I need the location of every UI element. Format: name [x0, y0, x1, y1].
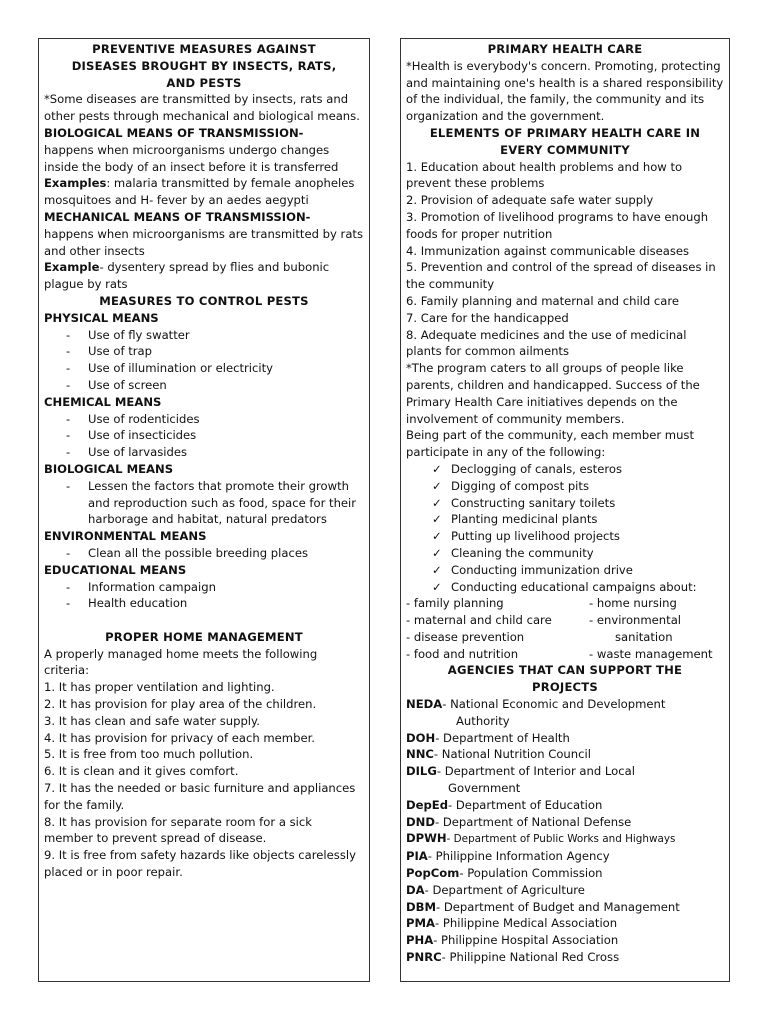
list-item: - Health education: [44, 595, 364, 612]
agency-item: [406, 696, 724, 713]
list-item: 2. Provision of adequate safe water supply: [406, 193, 654, 208]
campaign-row: [406, 612, 724, 629]
campaign-item: - waste management: [589, 646, 713, 661]
agency-abbr: DILG: [406, 764, 437, 779]
agency-abbr: DBM: [406, 899, 436, 914]
agency-name: - Philippine Hospital Association: [433, 933, 619, 948]
check-item: ✓ Putting up livelihood projects: [406, 528, 724, 545]
list-item: 4. It has provision for privacy of each member.: [44, 730, 315, 745]
agency-name: - Department of Education: [448, 797, 603, 812]
right-column: [400, 38, 730, 982]
campaign-item: - home nursing: [589, 596, 677, 611]
bio-example-text: : malaria transmitted by female anopheles mosquitoes and H- fever by an aedes aegypti: [44, 176, 355, 208]
agency-item: [406, 915, 724, 932]
mech-heading: MECHANICAL MEANS OF TRANSMISSION-: [44, 209, 311, 224]
list-item: 8. Adequate medicines and the use of medicinal plants for common ailments: [406, 327, 687, 359]
campaign-item: - disease prevention: [406, 629, 525, 644]
list-item: - Use of larvasides: [44, 444, 364, 461]
agency-abbr: NEDA: [406, 697, 443, 712]
environmental-heading: ENVIRONMENTAL MEANS: [44, 529, 207, 544]
elements-heading-1: ELEMENTS OF PRIMARY HEALTH CARE IN: [429, 125, 701, 140]
campaign-item: - environmental: [589, 613, 682, 628]
agency-item: [406, 848, 724, 865]
agency-item: [406, 899, 724, 916]
mech-text: happens when microorganisms are transmitted by rats and other insects: [44, 226, 364, 258]
agencies-heading-1: AGENCIES THAT CAN SUPPORT THE: [447, 663, 683, 678]
left-column: [38, 38, 370, 982]
agency-name: - National Nutrition Council: [433, 747, 591, 762]
agency-name: - Department of Budget and Management: [436, 899, 680, 914]
agency-name: - Department of National Defense: [434, 814, 632, 829]
bio-example: [44, 175, 364, 209]
agency-item: [406, 932, 724, 949]
agency-name: - Department of Health: [435, 730, 570, 745]
educational-heading: EDUCATIONAL MEANS: [44, 562, 187, 577]
list-item: - Lessen the factors that promote their growth and reproduction such as food, space for their harborage and habitat, natural predators: [44, 478, 364, 528]
check-item: ✓ Digging of compost pits: [406, 478, 724, 495]
agency-name: - Philippine National Red Cross: [441, 950, 620, 965]
list-item: 7. It has the needed or basic furniture and appliances for the family.: [44, 781, 356, 812]
agency-name: - National Economic and Development: [442, 697, 666, 712]
agency-abbr: PHA: [406, 933, 434, 948]
agency-abbr: DA: [406, 882, 425, 897]
list-item: 2. It has provision for play area of the children.: [44, 697, 317, 712]
campaign-item: - maternal and child care: [406, 613, 552, 628]
mech-example-text: - dysentery spread by flies and bubonic plague by rats: [44, 260, 330, 292]
agency-abbr: PMA: [406, 916, 436, 931]
agency-item: [406, 882, 724, 899]
list-item: 9. It is free from safety hazards like objects carelessly placed or in poor repair.: [44, 848, 356, 880]
agency-item: [406, 730, 724, 747]
program-text: *The program caters to all groups of people like parents, children and handicapped. Success of the Primary Health Care initiatives depends on the involvement of community members.: [406, 361, 700, 426]
campaign-item: sanitation: [615, 629, 673, 644]
agency-item: [406, 865, 724, 882]
chemical-heading: CHEMICAL MEANS: [44, 394, 162, 409]
agency-item: [406, 797, 724, 814]
agency-abbr: NNC: [406, 747, 434, 762]
list-item: 7. Care for the handicapped: [406, 310, 569, 325]
agency-name: - Philippine Information Agency: [427, 849, 610, 864]
agency-name: - Department of Agriculture: [424, 882, 585, 897]
list-item: - Use of rodenticides: [44, 411, 364, 428]
list-item: 3. Promotion of livelihood programs to have enough foods for proper nutrition: [406, 209, 709, 241]
agency-abbr: PIA: [406, 849, 428, 864]
list-item: - Use of fly swatter: [44, 327, 364, 344]
check-item: ✓ Constructing sanitary toilets: [406, 495, 724, 512]
list-item: 8. It has provision for separate room for a sick member to prevent spread of disease.: [44, 814, 312, 846]
list-item: - Use of trap: [44, 343, 364, 360]
agency-name: - Population Commission: [459, 866, 603, 881]
agency-item: [406, 814, 724, 831]
title-line-2: DISEASES BROUGHT BY INSECTS, RATS,: [71, 58, 337, 73]
list-item: 4. Immunization against communicable diseases: [406, 243, 690, 258]
check-item: ✓ Cleaning the community: [406, 545, 724, 562]
agency-abbr: DND: [406, 814, 435, 829]
phc-title: PRIMARY HEALTH CARE: [487, 42, 643, 56]
list-item: 5. It is free from too much pollution.: [44, 747, 254, 762]
list-item: 1. Education about health problems and how to prevent these problems: [406, 159, 683, 191]
campaign-row: [406, 595, 724, 612]
agency-name: - Department of Public Works and Highways: [446, 833, 676, 846]
list-item: 1. It has proper ventilation and lighting.: [44, 680, 275, 695]
check-item: ✓ Declogging of canals, esteros: [406, 461, 724, 478]
list-item: 3. It has clean and safe water supply.: [44, 713, 260, 728]
agency-item: [406, 763, 724, 780]
mech-example: [44, 259, 364, 293]
biological-heading: BIOLOGICAL MEANS: [44, 461, 174, 476]
agency-item: [406, 830, 724, 848]
list-item: 5. Prevention and control of the spread of diseases in the community: [406, 260, 716, 292]
agency-abbr: DOH: [406, 730, 436, 745]
check-item: ✓ Planting medicinal plants: [406, 511, 724, 528]
list-item: - Use of insecticides: [44, 427, 364, 444]
agency-abbr: PNRC: [406, 950, 442, 965]
bio-example-label: Examples: [44, 176, 107, 191]
list-item: 6. Family planning and maternal and child care: [406, 293, 680, 308]
agency-name-cont: Authority: [456, 713, 510, 728]
elements-heading-2: EVERY COMMUNITY: [500, 142, 630, 157]
campaign-row: [406, 646, 724, 663]
campaign-row: [406, 629, 724, 646]
check-item: ✓ Conducting immunization drive: [406, 562, 724, 579]
campaign-item: - food and nutrition: [406, 646, 519, 661]
list-item: - Use of illumination or electricity: [44, 360, 364, 377]
campaign-item: - family planning: [406, 596, 504, 611]
agency-abbr: DPWH: [406, 831, 447, 846]
bio-heading: BIOLOGICAL MEANS OF TRANSMISSION-: [44, 125, 304, 140]
agency-item: [406, 746, 724, 763]
agency-name: - Department of Interior and Local: [436, 764, 635, 779]
phc-intro: *Health is everybody's concern. Promoting, protecting and maintaining one's health is a shared responsibility of the individual, the family, the community and its organization and the government.: [406, 58, 724, 124]
agency-name: - Philippine Medical Association: [435, 916, 618, 931]
home-heading: PROPER HOME MANAGEMENT: [105, 629, 303, 644]
participation-text: Being part of the community, each member must participate in any of the following:: [406, 428, 695, 460]
bio-text: happens when microorganisms undergo changes inside the body of an insect before it is transferred: [44, 142, 339, 174]
agency-item: [406, 949, 724, 966]
measures-heading: MEASURES TO CONTROL PESTS: [99, 293, 309, 308]
mech-example-label: Example: [44, 260, 100, 275]
home-intro: A properly managed home meets the following criteria:: [44, 646, 318, 678]
agency-abbr: PopCom: [406, 866, 460, 881]
agency-name-cont: Government: [448, 781, 521, 796]
list-item: 6. It is clean and it gives comfort.: [44, 764, 239, 779]
list-item: - Information campaign: [44, 579, 364, 596]
intro-text: *Some diseases are transmitted by insects, rats and other pests through mechanical and biological means.: [44, 92, 360, 124]
title-line-1: PREVENTIVE MEASURES AGAINST: [92, 42, 316, 56]
list-item: - Use of screen: [44, 377, 364, 394]
agencies-heading-2: PROJECTS: [532, 680, 598, 695]
agency-abbr: DepEd: [406, 797, 449, 812]
check-item: ✓ Conducting educational campaigns about:: [406, 579, 724, 596]
physical-heading: PHYSICAL MEANS: [44, 310, 159, 325]
list-item: - Clean all the possible breeding places: [44, 545, 364, 562]
title-line-3: AND PESTS: [166, 75, 242, 90]
